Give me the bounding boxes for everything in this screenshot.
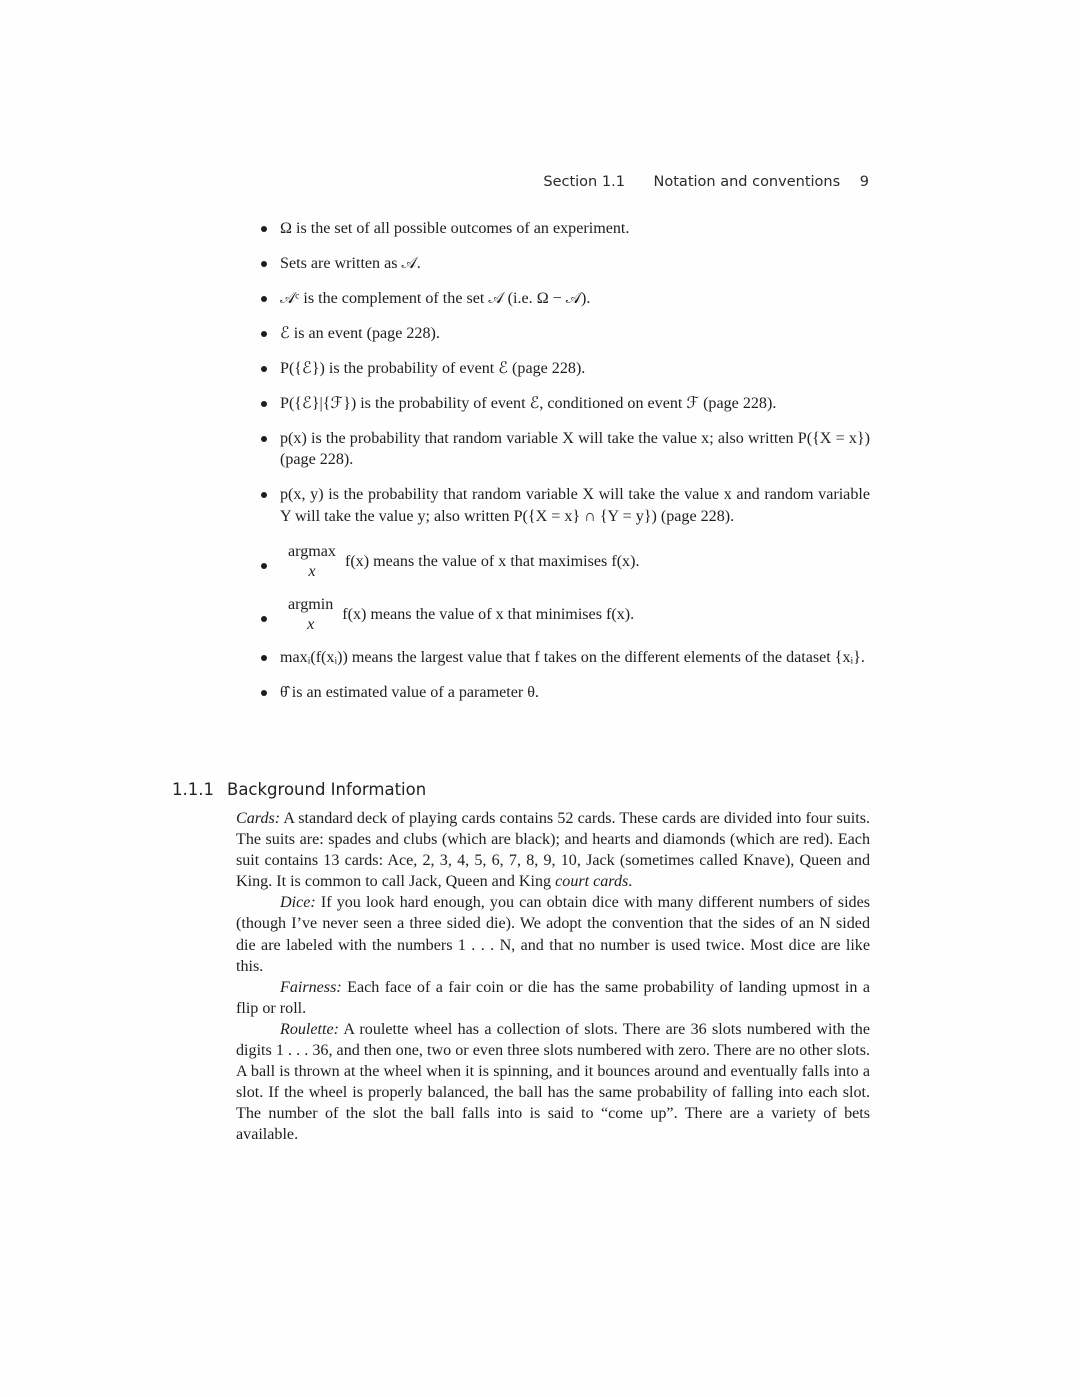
bullet-icon bbox=[261, 296, 267, 302]
bullet-icon bbox=[261, 690, 267, 696]
paragraph-roulette bbox=[236, 1019, 870, 1146]
bullet-text: f(x) means the value of x that minimises f(x). bbox=[342, 606, 635, 624]
subsection-number: 1.1.1 bbox=[172, 780, 214, 799]
notation-list bbox=[256, 218, 870, 703]
list-item bbox=[256, 594, 870, 635]
bullet-icon bbox=[261, 655, 267, 661]
paragraph-term: Cards: bbox=[236, 810, 281, 827]
list-item bbox=[256, 288, 870, 309]
paragraph-term: Fairness: bbox=[280, 978, 342, 996]
operator-subscript: x bbox=[308, 562, 316, 580]
paragraph-cards bbox=[236, 808, 870, 892]
paragraph-text: Each face of a fair coin or die has the same probability of landing upmost in a flip or roll. bbox=[236, 978, 870, 1017]
paragraph-term: Roulette: bbox=[280, 1020, 339, 1038]
bullet-icon bbox=[261, 331, 267, 337]
list-item bbox=[256, 323, 870, 344]
subsection-heading bbox=[172, 778, 426, 802]
page-number: 9 bbox=[859, 174, 869, 190]
bullet-text: ℰ is an event (page 228). bbox=[280, 325, 440, 342]
bullet-text: p(x) is the probability that random variable X will take the value x; also written P({X = x}) (page 228). bbox=[280, 430, 870, 469]
paragraph-text: If you look hard enough, you can obtain dice with many different numbers of sides (though I’ve never seen a three sided die). We adopt the convention that the sides of an N sided die are labeled with the numbers 1 . . . N, and that no number is used twice. Most dice are like this. bbox=[236, 894, 870, 975]
bullet-icon bbox=[261, 563, 267, 569]
header-title: Notation and conventions bbox=[653, 174, 841, 190]
paragraph-tail: . bbox=[628, 873, 633, 891]
argmin-operator bbox=[288, 595, 333, 635]
paragraph-text: A roulette wheel has a collection of slots. There are 36 slots numbered with the digits 1 . . . 36, and then one, two or even three slots numbered with zero. There are no other slots. A ball is thrown at the wheel when it is spinning, and it bounces around and eventually falls into a slot. If the wheel is properly balanced, the ball has the same probability of falling into each slot. The number of the slot the ball falls into is said to “come up”. There are a variety of bets available. bbox=[236, 1020, 870, 1144]
paragraph-emphasis: court cards bbox=[555, 873, 629, 891]
bullet-text: P({ℰ}) is the probability of event ℰ (page 228). bbox=[280, 360, 586, 377]
argmax-operator bbox=[288, 542, 336, 582]
body-text bbox=[236, 808, 870, 1146]
list-item bbox=[256, 428, 870, 471]
bullet-text: maxᵢ(f(xᵢ)) means the largest value that f takes on the different elements of the dataset {xᵢ}. bbox=[280, 648, 865, 666]
list-item bbox=[256, 682, 870, 703]
operator-name: argmin bbox=[288, 595, 334, 613]
bullet-icon bbox=[261, 366, 267, 372]
paragraph-fairness bbox=[236, 977, 870, 1019]
bullet-text: θ̂ is an estimated value of a parameter θ. bbox=[280, 683, 539, 701]
list-item bbox=[256, 358, 870, 379]
list-item bbox=[256, 393, 870, 414]
bullet-text: f(x) means the value of x that maximises f(x). bbox=[344, 553, 640, 571]
list-item bbox=[256, 253, 870, 274]
list-item bbox=[256, 484, 870, 527]
bullet-text: Sets are written as 𝒜. bbox=[280, 255, 421, 272]
bullet-icon bbox=[261, 436, 267, 442]
bullet-icon bbox=[261, 261, 267, 267]
paragraph-text: A standard deck of playing cards contains 52 cards. These cards are divided into four suits. The suits are: spades and clubs (which are black); and hearts and diamonds (which are red). Each suit contains 13 cards: Ace, 2, 3, 4, 5, 6, 7, 8, 9, 10, Jack (sometimes called Knave), Queen and King. It is common to call Jack, Queen and King bbox=[236, 810, 870, 891]
operator-name: argmax bbox=[288, 542, 336, 560]
list-item bbox=[256, 647, 870, 668]
list-item bbox=[256, 218, 870, 239]
bullet-icon bbox=[261, 226, 267, 232]
bullet-icon bbox=[261, 492, 267, 498]
bullet-text: Ω is the set of all possible outcomes of an experiment. bbox=[280, 220, 630, 237]
subsection-title: Background Information bbox=[227, 780, 427, 799]
list-item bbox=[256, 541, 870, 582]
bullet-text: p(x, y) is the probability that random variable X will take the value x and random variable Y will take the value y; also written P({X = x} ∩ {Y = y}) (page 228). bbox=[280, 486, 870, 525]
bullet-icon bbox=[261, 401, 267, 407]
operator-subscript: x bbox=[307, 615, 315, 633]
bullet-text: 𝒜ᶜ is the complement of the set 𝒜 (i.e. Ω − 𝒜). bbox=[280, 290, 591, 307]
bullet-text: P({ℰ}|{ℱ}) is the probability of event ℰ, conditioned on event ℱ (page 228). bbox=[280, 395, 777, 412]
paragraph-term: Dice: bbox=[280, 894, 316, 912]
bullet-icon bbox=[261, 616, 267, 622]
running-header bbox=[543, 170, 869, 194]
paragraph-dice bbox=[236, 892, 870, 976]
header-section: Section 1.1 bbox=[543, 174, 625, 190]
